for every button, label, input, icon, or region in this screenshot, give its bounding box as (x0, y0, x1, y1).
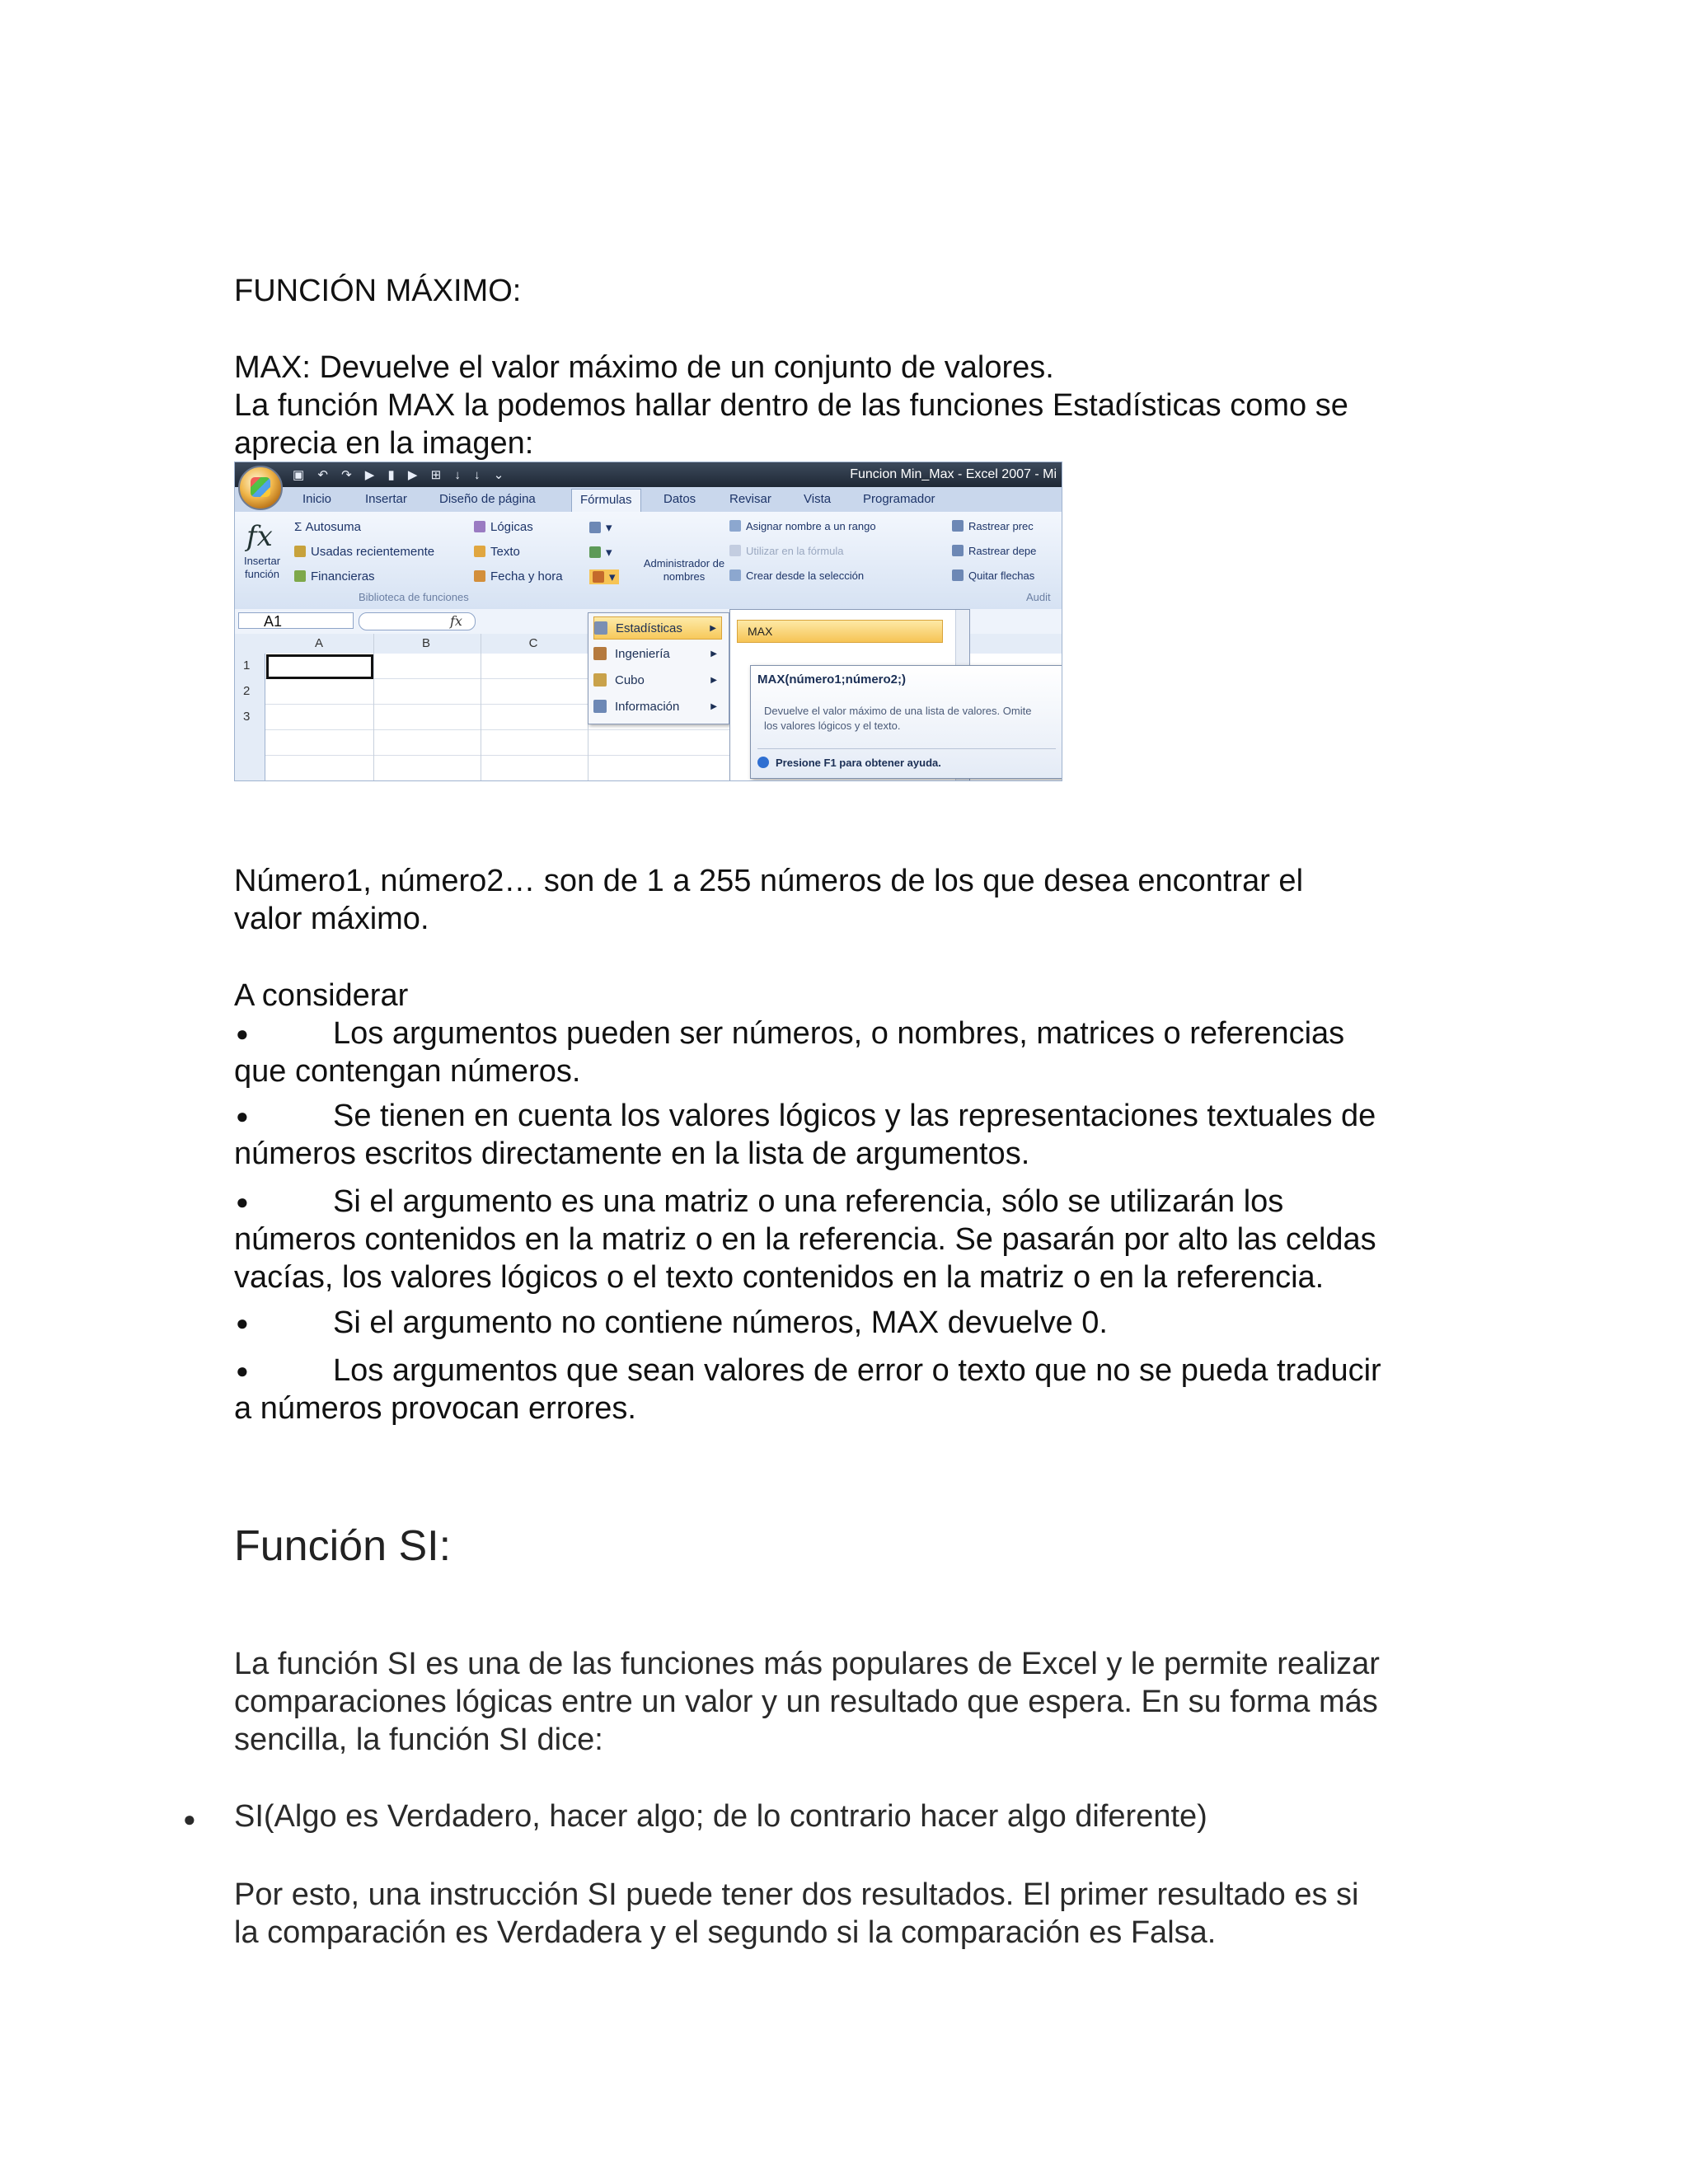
tab-datos[interactable]: Datos (663, 492, 696, 506)
rastrear-precedentes-button[interactable]: Rastrear prec (952, 520, 1034, 532)
office-button-icon[interactable] (238, 466, 283, 510)
row-header-3[interactable]: 3 (243, 710, 251, 724)
texto-button[interactable]: Texto (474, 545, 520, 559)
menu-item-estadisticas[interactable]: Estadísticas ▶ (593, 616, 722, 640)
tab-programador[interactable]: Programador (863, 492, 935, 506)
excel-screenshot (234, 462, 1062, 781)
column-header-a[interactable]: A (314, 636, 323, 650)
tab-diseno[interactable]: Diseño de página (439, 492, 536, 506)
insert-function-icon[interactable]: fx (246, 520, 273, 553)
recientes-button[interactable]: Usadas recientemente (294, 545, 434, 559)
tooltip-title: MAX(número1;número2;) (757, 673, 907, 687)
tab-revisar[interactable]: Revisar (729, 492, 771, 506)
si-bullet-dot: ● (183, 1807, 196, 1831)
menu-item-ingenieria[interactable]: Ingeniería ▶ (593, 643, 722, 666)
mas-funciones-icon[interactable]: ▾ (589, 569, 619, 584)
rastrear-dependientes-button[interactable]: Rastrear depe (952, 545, 1036, 557)
excel-titlebar (235, 462, 1062, 487)
menu-item-informacion[interactable]: Información ▶ (593, 696, 722, 719)
function-tooltip (750, 665, 1062, 779)
submenu-item-max[interactable]: MAX (737, 620, 943, 643)
group-label-auditoria: Audit (1026, 591, 1051, 603)
selected-cell-a1[interactable] (266, 654, 373, 679)
section-title-maximo: FUNCIÓN MÁXIMO: (234, 274, 522, 308)
row-header-2[interactable]: 2 (243, 684, 251, 698)
utilizar-formula-button[interactable]: Utilizar en la fórmula (729, 545, 844, 557)
financieras-button[interactable]: Financieras (294, 569, 375, 583)
crear-seleccion-button[interactable]: Crear desde la selección (729, 569, 864, 582)
formula-input[interactable] (359, 612, 476, 630)
tab-formulas[interactable]: Fórmulas (571, 489, 641, 512)
group-label-biblioteca: Biblioteca de funciones (359, 591, 469, 603)
tab-inicio[interactable]: Inicio (302, 492, 332, 506)
tab-insertar[interactable]: Insertar (365, 492, 407, 506)
args-line1: Número1, número2… son de 1 a 255 números de los que desea encontrar el (234, 864, 1304, 898)
quick-access-toolbar-icons: ▣ ↶ ↷ ▶ ▮ ▶ ⊞ ↓ ↓ ⌄ (293, 468, 509, 482)
name-box[interactable]: A1 (238, 612, 354, 629)
fx-icon: fx (450, 613, 462, 629)
menu-item-cubo[interactable]: Cubo ▶ (593, 669, 722, 692)
ribbon-tabs (235, 487, 1062, 512)
section-title-si: Función SI: (234, 1522, 452, 1570)
matematicas-icon[interactable]: ▾ (589, 545, 612, 560)
si-paragraph-line2: comparaciones lógicas entre un valor y un resultado que espera. En su forma más (234, 1685, 1378, 1719)
args-line2: valor máximo. (234, 902, 429, 936)
fecha-hora-button[interactable]: Fecha y hora (474, 569, 563, 583)
si-syntax-bullet: SI(Algo es Verdadero, hacer algo; de lo contrario hacer algo diferente) (234, 1799, 1207, 1834)
autosuma-button[interactable]: Σ Autosuma (294, 520, 361, 534)
column-header-c[interactable]: C (528, 636, 538, 650)
max-intro-line2: aprecia en la imagen: (234, 426, 534, 461)
logicas-button[interactable]: Lógicas (474, 520, 533, 534)
ribbon-formulas (235, 512, 1062, 610)
si-paragraph-line3: sencilla, la función SI dice: (234, 1722, 603, 1757)
asignar-nombre-button[interactable]: Asignar nombre a un rango (729, 520, 876, 532)
row-header-1[interactable]: 1 (243, 658, 251, 673)
max-definition: MAX: Devuelve el valor máximo de un conjunto de valores. (234, 350, 1054, 385)
max-intro-line1: La función MAX la podemos hallar dentro de las funciones Estadísticas como se (234, 388, 1348, 423)
excel-window-title: Funcion Min_Max - Excel 2007 - Mi (850, 467, 1057, 481)
si-result-line1: Por esto, una instrucción SI puede tener dos resultados. El primer resultado es si (234, 1877, 1359, 1912)
si-paragraph-line1: La función SI es una de las funciones más populares de Excel y le permite realizar (234, 1647, 1380, 1681)
tooltip-description: Devuelve el valor máximo de una lista de valores. Omite los valores lógicos y el texto. (764, 705, 1032, 732)
help-icon (757, 757, 769, 768)
document-page: FUNCIÓN MÁXIMO: MAX: Devuelve el valor máximo de un conjunto de valores. La función MAX la podemos hallar dentro de las funciones Estadísticas como se aprecia en la imagen: ▣ ↶ ↷ ▶ ▮ ▶ ⊞ ↓ ↓ ⌄ Funcion Min_Max - Excel 2007 - Mi Inicio Insertar Diseño de página Fórmulas Datos Revisar Vista Programador fx Insertar función Σ Autosuma Usadas recientemente Financieras Lógicas Texto Fecha y hora ▾ ▾ ▾ Administrador de nombres Asignar nombre a un rango Utilizar en la fórmula Crear desde la selección Rastrear prec Rastrear depe Quitar flechas Biblioteca de funciones Audit A1 fx A B C 1 2 3 Estadísticas ▶ Ingeniería ▶ Cubo ▶ Información ▶ MAX MAX(número1;número2;) Devuelve el valor máximo de una lista de valores. Omite los valores lógicos y el texto. Presione F1 para obtener ayuda. Número1, número2… son de 1 a 255 números de los que desea encontrar el valor máximo. A considerar ● Los argumentos pueden ser números, o nombres, matrices o referencias que contengan números. ● Se tienen en cuenta los valores lógicos y las representaciones textuales de números escritos directamente en la lista de argumentos. ● Si el argumento es una matriz o una referencia, sólo se utilizarán los números contenidos en la matriz o en la referencia. Se pasarán por alto las celdas vacías, los valores lógicos o el texto contenidos en la matriz o en la referencia. ● Si el argumento no contiene números, MAX devuelve 0. ● Los argumentos que sean valores de error o texto que no se pueda traducir a números provocan errores. Función SI: La función SI es una de las funciones más populares de Excel y le permite realizar comparaciones lógicas entre un valor y un resultado que espera. En su forma más sencilla, la función SI dice: ● SI(Algo es Verdadero, hacer algo; de lo contrario hacer algo diferente) Por esto, una instrucción SI puede tener dos resultados. El primer resultado es si la comparación es Verdadera y el segundo si la comparación es Falsa. (183, 274, 1381, 1950)
column-header-b[interactable]: B (421, 636, 430, 650)
more-functions-menu (588, 612, 729, 724)
si-result-line2: la comparación es Verdadera y el segundo si la comparación es Falsa. (234, 1915, 1217, 1950)
tab-vista[interactable]: Vista (804, 492, 832, 506)
row-headers (235, 654, 265, 781)
insert-function-label[interactable]: Insertar función (243, 555, 281, 580)
busqueda-icon[interactable]: ▾ (589, 520, 612, 535)
consider-title: A considerar (234, 978, 409, 1013)
quitar-flechas-button[interactable]: Quitar flechas (952, 569, 1034, 582)
tooltip-help: Presione F1 para obtener ayuda. (757, 757, 941, 769)
administrador-nombres-button[interactable]: Administrador de nombres (643, 557, 725, 583)
